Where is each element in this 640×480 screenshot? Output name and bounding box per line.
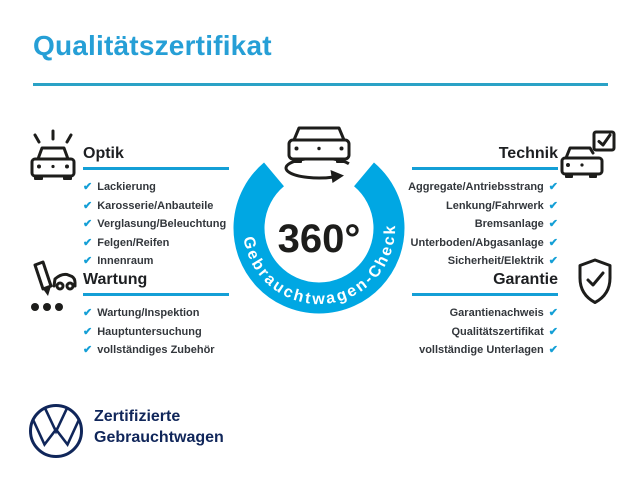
check-icon: ✔	[548, 236, 558, 249]
checklist-item-label: Sicherheit/Elektrik	[447, 255, 544, 267]
360-check-ring	[195, 98, 445, 327]
checklist-item-label: Hauptuntersuchung	[97, 325, 202, 338]
checklist-item-label: vollständige Unterlagen	[419, 344, 544, 356]
brand-line-1: Zertifizierte	[94, 408, 181, 425]
checklist-item-label: Verglasung/Beleuchtung	[97, 218, 227, 230]
sparkling-car-front-icon	[24, 129, 82, 187]
checklist-item-label: Qualitätszertifikat	[451, 325, 544, 338]
checklist-item-label: Wartung/Inspektion	[97, 307, 200, 319]
section-title-wartung: Wartung	[83, 271, 148, 288]
checklist-item-label: vollständiges Zubehör	[97, 344, 215, 356]
checklist-item	[412, 343, 558, 356]
checklist-item-label: Innenraum	[97, 255, 154, 267]
checklist-item-label: Felgen/Reifen	[97, 236, 170, 249]
check-icon: ✔	[83, 218, 93, 230]
check-icon: ✔	[83, 325, 93, 338]
checklist-item-label: Bremsanlage	[474, 218, 544, 230]
car-checkbox-icon	[559, 129, 617, 183]
checklist-item	[83, 343, 229, 356]
checklist-item-label: Aggregate/Antriebsstrang	[408, 181, 544, 193]
checklist-item-label: Lackierung	[97, 181, 156, 193]
ring-curved-label: Gebrauchtwagen-Check	[239, 223, 400, 309]
section-title-optik: Optik	[83, 145, 124, 162]
vw-logo	[28, 403, 84, 459]
brand-line-2: Gebrauchtwagen	[94, 429, 224, 446]
check-icon: ✔	[83, 255, 93, 267]
rotating-car-icon	[286, 128, 349, 183]
check-icon: ✔	[83, 236, 93, 249]
checklist-item-label: Karosserie/Anbauteile	[97, 199, 214, 212]
title-underline	[33, 83, 608, 86]
checklist-item-label: Garantienachweis	[449, 307, 544, 319]
degree-label: 360°	[277, 217, 361, 261]
shield-check-icon	[574, 257, 616, 307]
check-icon: ✔	[548, 307, 558, 319]
check-icon: ✔	[83, 307, 93, 319]
check-icon: ✔	[548, 199, 558, 212]
check-icon: ✔	[83, 181, 93, 193]
check-icon: ✔	[548, 344, 558, 356]
check-icon: ✔	[83, 344, 93, 356]
section-title-garantie: Garantie	[493, 271, 558, 288]
check-icon: ✔	[548, 255, 558, 267]
section-title-technik: Technik	[498, 145, 558, 162]
checklist-item-label: Unterboden/Abgasanlage	[410, 236, 544, 249]
check-icon: ✔	[548, 218, 558, 230]
page-title: Qualitätszertifikat	[33, 30, 272, 61]
check-icon: ✔	[548, 181, 558, 193]
pencil-car-checklist-icon	[22, 257, 78, 319]
brand-label	[94, 406, 224, 448]
checklist-item-label: Lenkung/Fahrwerk	[445, 199, 544, 212]
check-icon: ✔	[548, 325, 558, 338]
check-icon: ✔	[83, 199, 93, 212]
